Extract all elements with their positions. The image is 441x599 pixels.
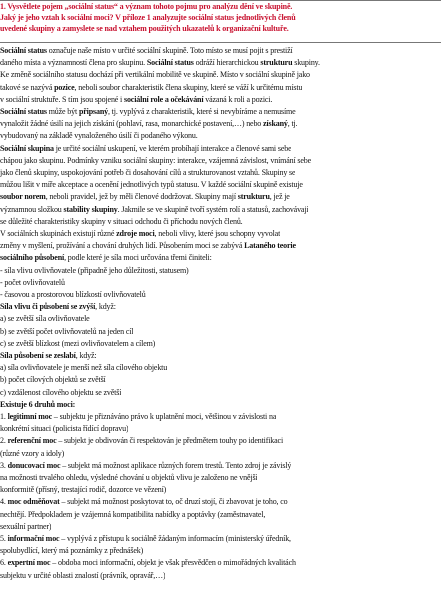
body-line: chápou jako skupinu. Podmínky vzniku sociální skupiny: interakce, vzájemná závislost, vnímání sebe [0,156,312,165]
question-line: 1. Vysvětlete pojem „sociální status“ a význam tohoto pojmu pro analýzu dění ve skupině. [0,2,293,11]
body-line: sociálního působení, podle které je síla moci určována třemi činiteli: [0,253,212,262]
body-line: jako členů skupiny, uspokojování potřeb či dosahování cílů a strukturovanost vztahů. Skupiny se [0,168,296,177]
body-line: 6. expertní moc – obdoba moci informační, objekt je však přesvědčen o mimořádných kvalitách [0,558,296,567]
body-line: Sociální status označuje naše místo v určité sociální skupině. Toto místo se musí pojit s prestiží [0,46,293,55]
body-line: Síla vlivu či působení se zvýší, když: [0,302,116,311]
body-line: 2. referenční moc – subjekt je obdivován či respektován je předmětem touhy po identifikaci [0,436,284,445]
body-line: - síla vlivu ovlivňovatele (připadně jeho důležitosti, statusem) [0,266,189,275]
body-line: Sociální status může být připsaný, tj. vyplývá z charakteristik, které si nevybíráme a nemusíme [0,107,296,116]
body-line: b) se zvětší počet ovlivňovatelů na jeden cíl [0,327,134,336]
body-line: významnou složkou stability skupiny. Jakmile se ve skupině tvoří systém rolí a statusů, zachovávají [0,205,309,214]
question-line: Jaký je jeho vztah k sociální moci? V příloze 1 analyzujte sociální status jednotlivých členů [0,13,296,22]
body-line: se důležité charakteristiky skupiny v situaci odchodu či příchodu nových členů. [0,217,243,226]
body-line: 1. legitimní moc – subjektu je přiznáváno právo k uplatnění moci, většinou v závislosti na [0,412,277,421]
body-line: změny v myšlení, prožívání a chování druhých lidí. Působením moci se zabývá Lataného teorie [0,241,296,250]
body-line: a) se zvětší síla ovlivňovatele [0,314,90,323]
body-line: a) síla ovlivňovatele je menší než síla cílového objektu [0,363,168,372]
body-line: konformitě (přísný, trestající rodič, dozorce ve vězení) [0,485,167,494]
body-line: c) se zvětší blízkost (mezi ovlivňovatelem a cílem) [0,339,156,348]
body-line: můžou lišit v míře akceptace a ocenění jednotlivých typů statusu. V každé sociální skupině existuje [0,180,303,189]
body-line: - počet ovlivňovatelů [0,278,65,287]
body-line: konkrétní situaci (policista řídící dopravu) [0,424,129,433]
body-line: sexuální partner) [0,522,52,531]
body-line: soubor norem, neboli pravidel, jež by měli členové dodržovat. Skupiny mají strukturu, jež je [0,192,290,201]
body-line: daného místa a významností člena pro skupinu. Sociální status odráží hierarchickou strukturu skupiny. [0,58,320,67]
body-line: c) vzdálenost cílového objektu se zvětší [0,388,122,397]
body-line: vynaložit žádné úsilí na jejich získání (pohlaví, rasa, monarchické postavení,…) nebo získaný, tj. [0,119,298,128]
body-line: Sociální skupina je určité sociální uskupení, ve kterém probíhají interakce a členové sami sebe [0,144,292,153]
body-line: spolubydlící, který má poznámky z přednášek) [0,546,144,555]
body-line: 4. moc odměňovat – subjekt má možnost poskytovat to, oč druzí stojí, či zbavovat je toho, co [0,497,288,506]
body-line: vybudovaný na základě vynaloženého úsilí či podaného výkonu. [0,131,198,140]
body-line: na možnosti trvalého ohledu, výsledné chování u objektů vlivu je založeno ne vnější [0,473,258,482]
body-line: 5. informační moc – vyplývá z přístupu k sociálně žádaným informacím (ministerský úředník, [0,534,291,543]
body-line: b) počet cílových objektů se zvětší [0,375,106,384]
question-line: uvedené skupiny a zamyslete se nad vztahem použitých ukazatelů k organizační kultuře. [0,24,289,33]
body-line: takové se nazývá pozice, neboli soubor charakteristik člena skupiny, které se váží k určitému místu [0,83,303,92]
body-line: 3. donucovací moc – subjekt má možnost aplikace různých forem trestů. Tento zdroj je závislý [0,461,292,470]
body-line: Síla působení se zeslabí, když: [0,351,97,360]
body-line: V sociálních skupinách existují různé zdroje moci, neboli vlivy, které jsou schopny vyvolat [0,229,281,238]
body-line: v sociální struktuře. S tím jsou spojené i sociální role a očekávání vázaná k roli a pozici. [0,95,273,104]
body-line: (různé vzory a idoly) [0,449,65,458]
body-line: nechtějí. Předpokladem je vzájemná kompatibilita nabídky a poptávky (zaměstnavatel, [0,510,266,519]
body-line: Ke změně sociálního statusu dochází při vertikální mobilitě ve skupině. Místo v sociální skupině jako [0,70,310,79]
body-line: Existuje 6 druhů moci: [0,400,76,409]
body-line: subjektu v určité oblasti znalostí (právník, opravář,…) [0,571,166,580]
body-line: - časovou a prostorovou blízkostí ovlivňovatelů [0,290,146,299]
